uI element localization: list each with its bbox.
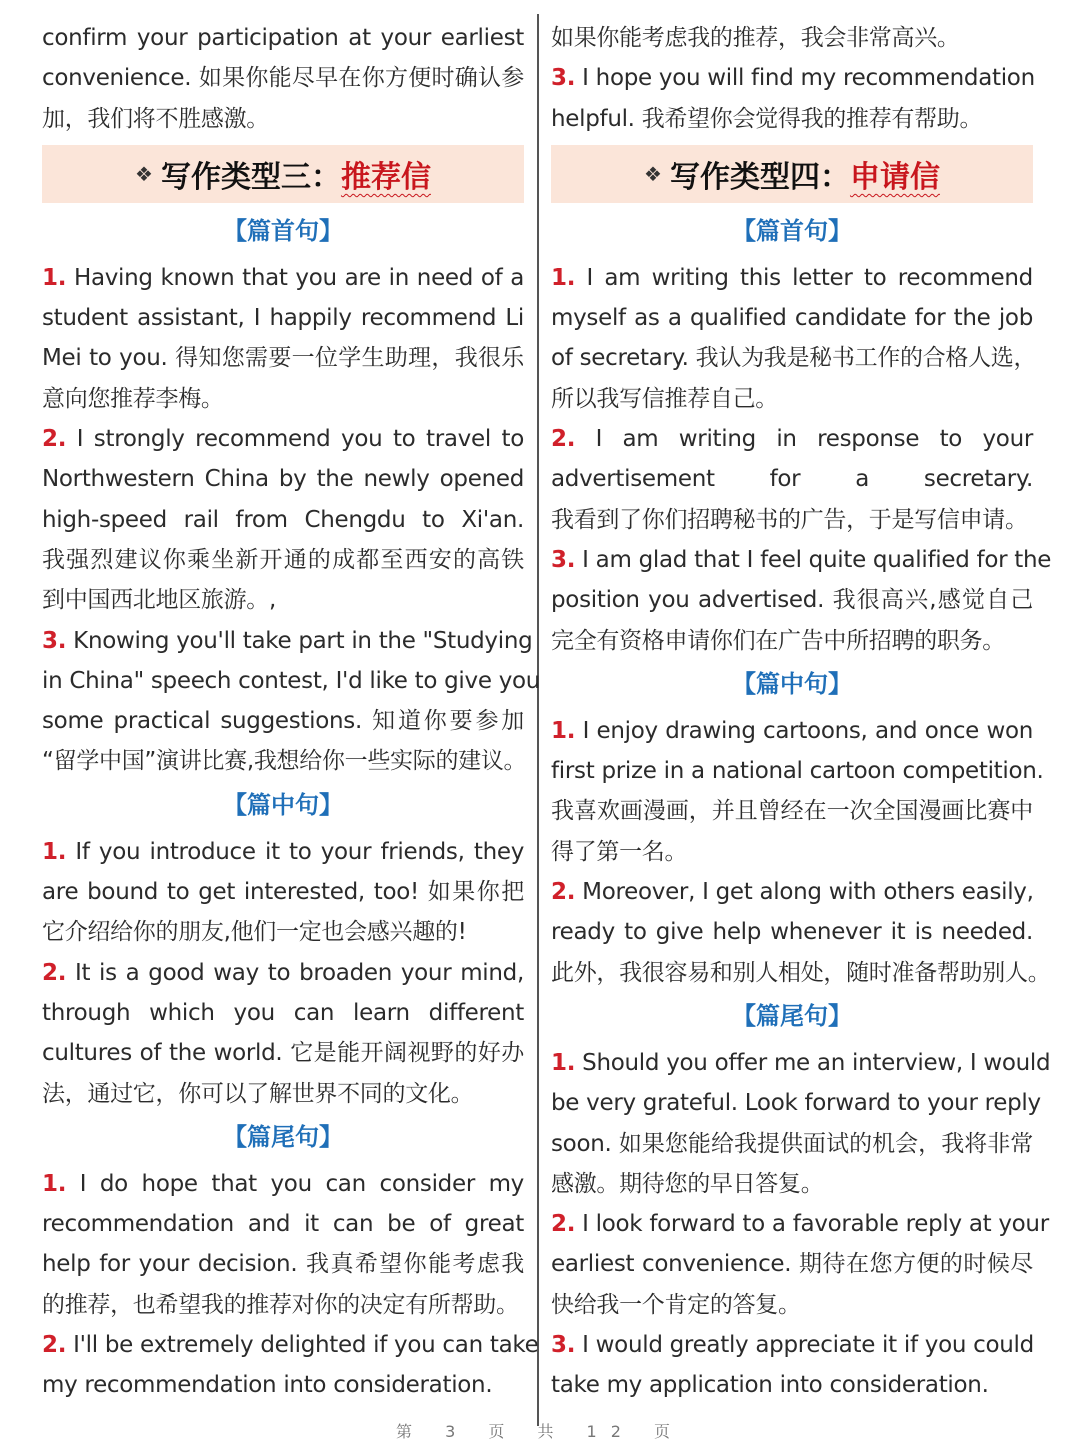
line-text: cultures of the world. 它是能开阔视野的好办 — [42, 1040, 524, 1067]
text-line — [42, 1285, 524, 1325]
sentence-item — [551, 1204, 1049, 1325]
line-text: 感激。期待您的早日答复。 — [551, 1170, 824, 1197]
banner-highlight: 申请信 — [849, 159, 940, 195]
text-line — [551, 540, 1052, 580]
section-heading: 【篇尾句】 — [223, 1122, 343, 1151]
banner-highlight: 推荐信 — [340, 159, 431, 195]
item-number: 3. — [42, 627, 67, 654]
text-line — [42, 953, 524, 993]
text-line — [551, 258, 1033, 298]
section-heading: 【篇首句】 — [732, 216, 852, 245]
line-text: 我喜欢画漫画，并且曾经在一次全国漫画比赛中 — [551, 798, 1033, 825]
text-line — [42, 298, 524, 338]
line-text: myself as a qualified candidate for the job — [551, 305, 1033, 332]
sentence-item — [42, 832, 524, 953]
section-heading: 【篇中句】 — [223, 790, 343, 819]
text-line — [42, 741, 527, 781]
line-text: 完全有资格申请你们在广告中所招聘的职务。 — [551, 627, 1006, 654]
section-heading: 【篇首句】 — [223, 216, 343, 245]
sentence-item — [551, 419, 1033, 540]
sentence-item — [551, 1325, 1033, 1406]
sentence-item — [551, 18, 1033, 58]
line-text: through which you can learn different — [42, 999, 524, 1026]
sentence-item — [551, 58, 1033, 139]
line-text: 此外，我很容易和别人相处，随时准备帮助别人。 — [551, 959, 1051, 986]
line-text: Should you offer me an interview, I would — [582, 1049, 1051, 1076]
line-text: I hope you will find my recommendation — [582, 65, 1035, 92]
text-line — [42, 379, 524, 419]
line-text: of secretary. 我认为我是秘书工作的合格人选， — [551, 345, 1037, 372]
line-text: 得了第一名。 — [551, 838, 688, 865]
line-text: in China" speech contest, I'd like to give you — [42, 667, 541, 694]
sentence-item — [42, 419, 524, 620]
text-line — [551, 1083, 1041, 1123]
text-line — [551, 1365, 1033, 1405]
line-text: help for your decision. 我真希望你能考虑我 — [42, 1251, 524, 1278]
text-line — [551, 621, 1033, 661]
writing-type-banner — [551, 145, 1033, 203]
text-line — [42, 1164, 524, 1204]
item-number: 2. — [42, 426, 67, 453]
line-text: 到中国西北地区旅游。, — [42, 587, 277, 614]
text-line — [42, 701, 524, 741]
left-column — [42, 18, 541, 1406]
line-text: are bound to get interested, too! 如果你把 — [42, 879, 524, 906]
sentence-item — [42, 1164, 524, 1325]
line-text: I strongly recommend you to travel to — [76, 426, 524, 453]
text-line — [551, 18, 1033, 58]
section-heading: 【篇尾句】 — [732, 1001, 852, 1030]
text-line — [551, 1164, 1033, 1204]
text-line — [551, 832, 1033, 872]
text-line — [42, 993, 524, 1033]
line-text: first prize in a national cartoon competition. — [551, 758, 1044, 785]
text-line — [551, 751, 1044, 791]
text-line — [42, 621, 533, 661]
text-line — [551, 912, 1033, 952]
text-line — [551, 58, 1033, 98]
sentence-item — [42, 258, 524, 419]
text-line — [551, 580, 1033, 620]
line-text: 意向您推荐李梅。 — [42, 385, 224, 412]
line-text: 我看到了你们招聘秘书的广告，于是写信申请。 — [551, 506, 1028, 533]
text-line — [42, 661, 541, 701]
text-line — [551, 1204, 1049, 1244]
item-number: 1. — [551, 264, 576, 291]
right-column — [551, 18, 1052, 1406]
text-line — [42, 540, 524, 580]
text-line — [551, 459, 1033, 499]
line-text: 的推荐，也希望我的推荐对你的决定有所帮助。 — [42, 1291, 519, 1318]
item-number: 3. — [551, 546, 576, 573]
line-text: student assistant, I happily recommend Li — [42, 305, 524, 332]
sentence-item — [42, 621, 541, 782]
text-line — [42, 580, 524, 620]
line-text: take my application into consideration. — [551, 1372, 989, 1399]
line-text: 它介绍给你的朋友,他们一定也会感兴趣的! — [42, 919, 467, 946]
line-text: soon. 如果您能给我提供面试的机会，我将非常 — [551, 1130, 1033, 1157]
sentence-item — [551, 1043, 1051, 1204]
text-line — [551, 99, 1033, 139]
writing-type-banner — [42, 145, 524, 203]
text-line — [551, 1244, 1033, 1284]
text-line — [42, 832, 524, 872]
text-line — [42, 912, 524, 952]
text-line — [42, 18, 524, 58]
line-text: I do hope that you can consider my — [79, 1170, 524, 1197]
text-line — [42, 1325, 539, 1365]
line-text: I am writing this letter to recommend — [586, 264, 1033, 291]
item-number: 1. — [42, 1170, 67, 1197]
line-text: I look forward to a favorable reply at your — [582, 1211, 1049, 1238]
line-text: my recommendation into consideration. — [42, 1372, 493, 1399]
item-number: 2. — [551, 426, 576, 453]
text-line — [551, 791, 1033, 831]
line-text: 加，我们将不胜感激。 — [42, 105, 270, 132]
line-text: Mei to you. 得知您需要一位学生助理，我很乐 — [42, 345, 524, 372]
line-text: 所以我写信推荐自己。 — [551, 385, 779, 412]
page-footer: 第 3 页 共 12 页 — [396, 1422, 684, 1441]
line-text: Moreover, I get along with others easily, — [582, 879, 1034, 906]
sentence-item — [551, 540, 1052, 661]
text-line — [42, 1365, 524, 1405]
text-line — [551, 298, 1033, 338]
text-line — [42, 419, 524, 459]
item-number: 2. — [551, 1211, 576, 1238]
line-text: If you introduce it to your friends, they — [75, 838, 525, 865]
line-text: earliest convenience. 期待在您方便的时候尽 — [551, 1251, 1033, 1278]
sentence-item — [42, 1325, 539, 1406]
line-text: “留学中国”演讲比赛,我想给你一些实际的建议。 — [42, 748, 527, 775]
line-text: 快给我一个肯定的答复。 — [551, 1291, 801, 1318]
item-number: 3. — [551, 65, 576, 92]
item-number: 1. — [42, 838, 67, 865]
line-text: It is a good way to broaden your mind, — [75, 959, 524, 986]
line-text: I am writing in response to your — [595, 426, 1034, 453]
line-text: 法，通过它，你可以了解世界不同的文化。 — [42, 1080, 474, 1107]
sentence-item — [42, 953, 524, 1114]
sentence-item — [551, 258, 1037, 419]
item-number: 2. — [551, 879, 576, 906]
text-line — [551, 1325, 1033, 1365]
text-line — [551, 711, 1033, 751]
sentence-item — [551, 872, 1051, 993]
section-heading: 【篇中句】 — [732, 669, 852, 698]
line-text: Knowing you'll take part in the "Studying — [73, 627, 533, 654]
text-line — [42, 1074, 524, 1114]
line-text: 如果你能考虑我的推荐，我会非常高兴。 — [551, 25, 960, 51]
line-text: confirm your participation at your earliest — [42, 25, 524, 51]
item-number: 1. — [551, 717, 576, 744]
line-text: I'll be extremely delighted if you can take — [73, 1332, 539, 1359]
text-line — [551, 953, 1051, 993]
text-line — [551, 338, 1037, 378]
column-divider — [537, 14, 539, 1426]
text-line — [551, 1043, 1051, 1083]
item-number: 2. — [42, 1332, 67, 1359]
diamond-bullet-icon: ❖ — [644, 161, 662, 186]
text-line — [42, 258, 524, 298]
text-line — [551, 500, 1033, 540]
text-line — [551, 872, 1033, 912]
diamond-bullet-icon: ❖ — [135, 161, 153, 186]
item-number: 2. — [42, 959, 67, 986]
line-text: 我强烈建议你乘坐新开通的成都至西安的高铁 — [42, 546, 524, 573]
text-line — [42, 338, 524, 378]
line-text: Having known that you are in need of a — [73, 264, 525, 291]
line-text: recommendation and it can be of great — [42, 1211, 524, 1238]
text-line — [42, 500, 524, 540]
line-text: ready to give help whenever it is needed. — [551, 919, 1033, 946]
item-number: 1. — [551, 1049, 576, 1076]
text-line — [42, 1244, 524, 1284]
item-number: 3. — [551, 1332, 576, 1359]
text-line — [42, 1033, 524, 1073]
line-text: position you advertised. 我很高兴,感觉自己 — [551, 587, 1033, 614]
text-line — [42, 58, 524, 98]
text-line — [551, 1124, 1033, 1164]
text-line — [42, 872, 524, 912]
text-line — [551, 379, 1033, 419]
text-line — [42, 99, 524, 139]
line-text: I would greatly appreciate it if you could — [582, 1332, 1034, 1359]
sentence-item — [551, 711, 1044, 872]
banner-prefix: 写作类型三： — [160, 159, 341, 195]
text-line — [42, 459, 524, 499]
line-text: helpful. 我希望你会觉得我的推荐有帮助。 — [551, 105, 983, 132]
line-text: high-speed rail from Chengdu to Xi'an. — [42, 506, 524, 533]
line-text: Northwestern China by the newly opened — [42, 466, 524, 493]
text-line — [551, 419, 1033, 459]
banner-prefix: 写作类型四： — [669, 159, 850, 195]
line-text: advertisement for a secretary. — [551, 466, 1033, 493]
line-text: I am glad that I feel quite qualified for the — [582, 546, 1052, 573]
line-text: convenience. 如果你能尽早在你方便时确认参 — [42, 65, 524, 92]
text-line — [551, 1285, 1033, 1325]
line-text: some practical suggestions. 知道你要参加 — [42, 708, 524, 735]
line-text: be very grateful. Look forward to your reply — [551, 1090, 1041, 1117]
item-number: 1. — [42, 264, 67, 291]
line-text: I enjoy drawing cartoons, and once won — [582, 717, 1033, 744]
text-line — [42, 1204, 524, 1244]
